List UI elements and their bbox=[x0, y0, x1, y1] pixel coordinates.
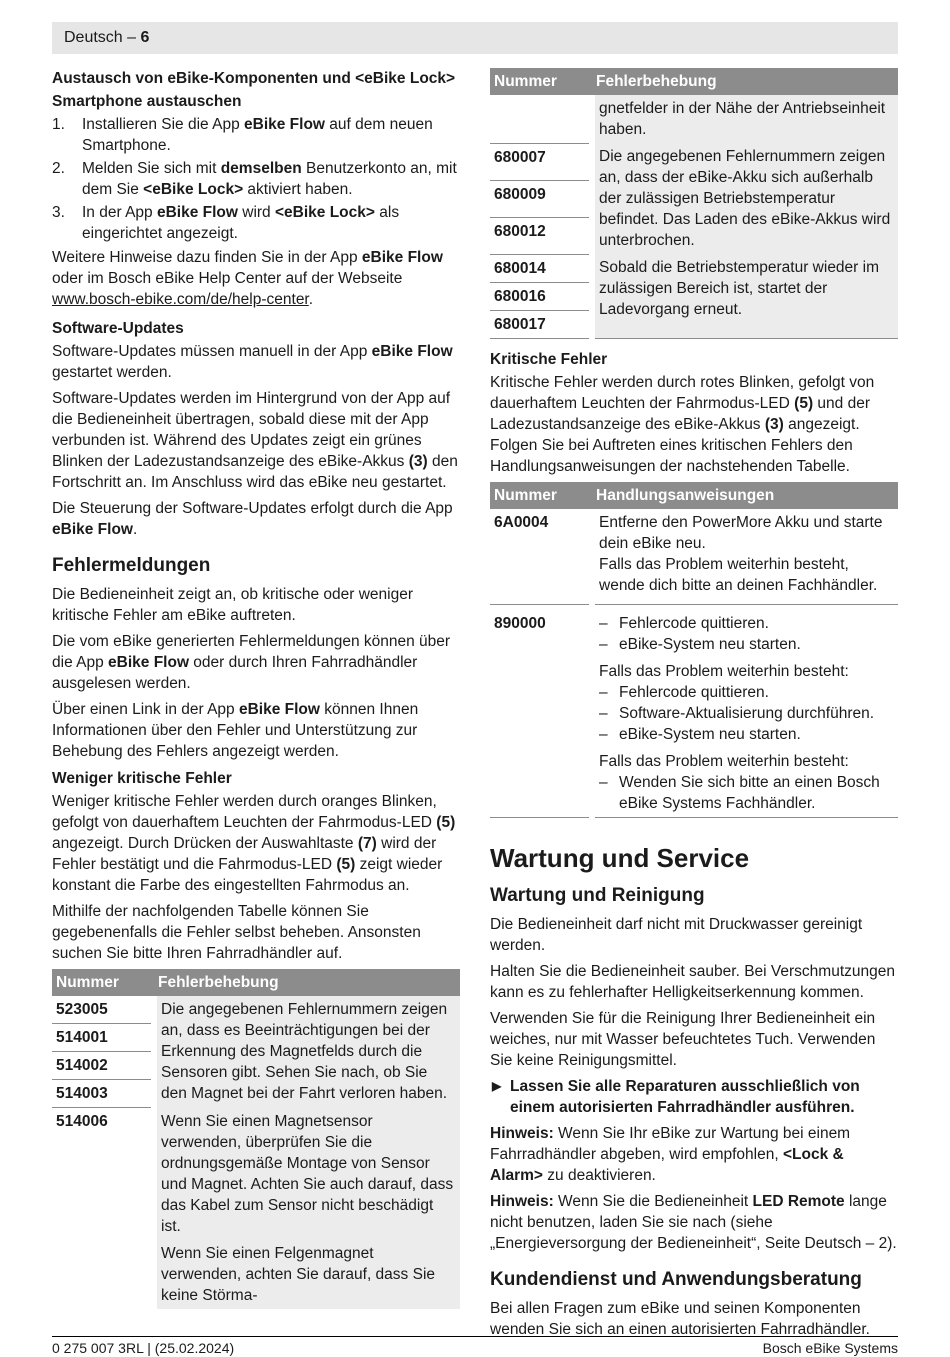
instruction-text: Falls das Problem weiterhin besteht, wende dich bitte an deinen Fachhändler. bbox=[599, 555, 878, 594]
instruction-item: – Software-Aktualisierung durchführen. bbox=[599, 703, 894, 724]
service-paragraph: Bei allen Fragen zum eBike und seinen Komponenten wenden Sie sich an einen autorisierten Fahrradhändler. bbox=[490, 1299, 870, 1338]
repair-warning: ▶ Lassen Sie alle Reparaturen ausschließlich von einem autorisierten Fahrradhändler ausführen. bbox=[490, 1076, 898, 1118]
step-bold: <eBike Lock> bbox=[143, 181, 244, 198]
page-footer bbox=[52, 1336, 898, 1356]
footer-brand: Bosch eBike Systems bbox=[762, 1340, 898, 1356]
maintenance-service-title: Wartung und Service bbox=[490, 842, 750, 873]
text: Die Steuerung der Software-Updates erfolgt durch die App bbox=[52, 500, 453, 517]
step-number: 1. bbox=[52, 116, 65, 133]
table-magnet-errors bbox=[52, 969, 460, 1309]
note-label: Hinweis: bbox=[490, 1192, 554, 1210]
err-paragraph: Die Bedieneinheit zeigt an, ob kritische oder weniger kritische Fehler am eBike auftreten. bbox=[52, 586, 414, 624]
step-text: wird bbox=[237, 204, 275, 221]
section-title-component-exchange: Austausch von eBike-Komponenten und <eBike Lock> bbox=[52, 70, 456, 87]
sw-paragraph bbox=[52, 388, 460, 493]
instruction-text: Entferne den PowerMore Akku und starte dein eBike neu. bbox=[599, 513, 883, 552]
text: Über einen Link in der App bbox=[52, 701, 239, 718]
text: können Ihnen Informationen über den Fehler und Unterstützung zur Behebung des Fehlers angezeigt werden. bbox=[52, 701, 419, 760]
note-paragraph bbox=[490, 1123, 898, 1186]
instruction-item: – Fehlercode quittieren. bbox=[599, 613, 894, 634]
error-description: Die angegebenen Fehlernummern zeigen an, dass es Beeinträchtigungen bei der Erkennung des Magnetfelds durch die Sensoren gibt. Sehen Sie nach, ob Sie den Magnet bei der Fahrt verloren haben. bbox=[154, 996, 460, 1108]
col-header-instructions: Handlungsanweisungen bbox=[592, 482, 898, 509]
table-header-row bbox=[52, 969, 460, 996]
critical-errors-title: Kritische Fehler bbox=[490, 350, 608, 368]
table-header-row bbox=[490, 68, 898, 95]
error-code: 514006 bbox=[56, 1113, 108, 1130]
error-code-empty bbox=[490, 95, 592, 143]
text-bold: (5) bbox=[436, 814, 456, 831]
error-code: 890000 bbox=[490, 604, 592, 817]
text: Die vom eBike generierten Fehlermeldungen können über die App bbox=[52, 633, 451, 671]
error-code: 514001 bbox=[52, 1024, 154, 1052]
clean-paragraph: Halten Sie die Bedieneinheit sauber. Bei Verschmutzungen kann es zu fehlerhafter Helligkeitserkennung kommen. bbox=[490, 962, 895, 1001]
step-text: auf dem neuen Smartphone. bbox=[82, 116, 433, 154]
maintenance-cleaning-title: Wartung und Reinigung bbox=[490, 884, 705, 906]
text: oder im Bosch eBike Help Center auf der Webseite bbox=[52, 270, 403, 287]
text: zu deaktivieren. bbox=[543, 1166, 656, 1184]
step-text: aktiviert haben. bbox=[243, 181, 353, 198]
error-code: 514002 bbox=[52, 1052, 154, 1080]
text-bold: (5) bbox=[794, 394, 814, 412]
text: den Fortschritt an. Im Anschluss wird das eBike neu gestartet. bbox=[52, 453, 458, 491]
instruction-cell bbox=[592, 509, 898, 605]
clean-paragraph: Die Bedieneinheit darf nicht mit Druckwasser gereinigt werden. bbox=[490, 915, 863, 954]
text: Kritische Fehler werden durch rotes Blinken, gefolgt von dauerhaftem Leuchten der Fahrmodus-LED bbox=[490, 373, 875, 412]
step-number: 2. bbox=[52, 160, 65, 177]
left-column bbox=[52, 68, 460, 1315]
text: angezeigt. Folgen Sie bei Auftreten eines kritischen Fehlers den Handlungsanweisungen der nachstehenden Tabelle. bbox=[490, 415, 860, 475]
step-item bbox=[52, 114, 460, 156]
help-hint-paragraph bbox=[52, 247, 460, 310]
minor-paragraph bbox=[52, 791, 460, 896]
error-messages-title: Fehlermeldungen bbox=[52, 555, 211, 576]
instruction-lead: Falls das Problem weiterhin besteht: bbox=[599, 662, 849, 680]
text: Weitere Hinweise dazu finden Sie in der App bbox=[52, 249, 362, 266]
minor-paragraph: Mithilfe der nachfolgenden Tabelle können Sie gegebenenfalls die Fehler selbst beheben. Ansonsten suchen Sie bitte Ihren Fahrradhändler auf. bbox=[52, 903, 421, 962]
error-code: 680007 bbox=[490, 143, 592, 180]
customer-service-title: Kundendienst und Anwendungsberatung bbox=[490, 1268, 862, 1290]
error-code: 523005 bbox=[52, 996, 154, 1024]
error-code: 680009 bbox=[490, 180, 592, 217]
table-critical-errors bbox=[490, 482, 898, 818]
text: Wenn Sie Ihr eBike zur Wartung bei einem Fahrradhändler abgeben, wird empfohlen, bbox=[490, 1124, 851, 1163]
error-description bbox=[154, 1108, 460, 1309]
table-row bbox=[490, 143, 898, 180]
error-description: Sobald die Betriebstemperatur wieder im zulässigen Bereich ist, startet der Ladevorgang erneut. bbox=[592, 254, 898, 338]
text: zeigt wieder konstant die Farbe des eingestellten Fahrmodus an. bbox=[52, 856, 443, 894]
text: wird der Fehler bestätigt und die Fahrmodus-LED bbox=[52, 835, 437, 873]
text-bold: (3) bbox=[408, 453, 428, 470]
table-row bbox=[52, 996, 460, 1024]
text-bold: LED Remote bbox=[752, 1192, 845, 1210]
text-bold: <Lock & Alarm> bbox=[490, 1145, 844, 1184]
help-center-link[interactable]: www.bosch-ebike.com/de/help-center bbox=[52, 291, 309, 308]
col-header-number: Nummer bbox=[490, 482, 592, 509]
text-bold: (3) bbox=[764, 415, 784, 433]
note-paragraph bbox=[490, 1191, 898, 1254]
text-bold: eBike Flow bbox=[361, 249, 443, 266]
table-header-row bbox=[490, 482, 898, 509]
error-code: 680016 bbox=[490, 282, 592, 310]
text: . bbox=[308, 291, 314, 308]
err-paragraph bbox=[52, 631, 460, 694]
step-number: 3. bbox=[52, 204, 65, 221]
text-bold: eBike Flow bbox=[108, 654, 189, 671]
step-text: Melden Sie sich mit bbox=[82, 160, 221, 177]
error-code: 6A0004 bbox=[490, 509, 592, 605]
table-row bbox=[490, 95, 898, 143]
error-code: 680017 bbox=[490, 310, 592, 338]
text: Wenn Sie die Bedieneinheit bbox=[553, 1192, 753, 1210]
text: oder durch Ihren Fahrradhändler ausgelesen werden. bbox=[52, 654, 418, 692]
instruction-item: – eBike-System neu starten. bbox=[599, 634, 894, 655]
desc-paragraph: Wenn Sie einen Magnetsensor verwenden, überprüfen Sie die ordnungsgemäße Montage von Sensor und Magnet. Achten Sie auch darauf, dass das Kabel zum Sensor nicht beschädigt ist. bbox=[161, 1112, 454, 1235]
text-bold: eBike Flow bbox=[371, 343, 453, 360]
table-row bbox=[490, 604, 898, 817]
text: und der Ladezustandsanzeige des eBike-Akkus bbox=[490, 394, 870, 433]
instruction-item: – eBike-System neu starten. bbox=[599, 724, 894, 745]
step-bold: <eBike Lock> bbox=[275, 204, 375, 221]
step-bold: demselben bbox=[220, 160, 302, 177]
step-item bbox=[52, 158, 460, 200]
software-updates-title: Software-Updates bbox=[52, 320, 184, 337]
note-label: Hinweis: bbox=[490, 1124, 554, 1142]
critical-paragraph bbox=[490, 372, 898, 477]
minor-errors-title: Weniger kritische Fehler bbox=[52, 770, 232, 787]
error-description: gnetfelder in der Nähe der Antriebseinheit haben. bbox=[592, 95, 898, 143]
col-header-fix: Fehlerbehebung bbox=[154, 969, 460, 996]
text: Software-Updates werden im Hintergrund von der App auf die Bedieneinheit übertragen, sobald diese mit der App verbunden ist. Während des Updates zeigt ein grünes Blinken der Ladezustandsanzeige des eBike-Akkus bbox=[52, 390, 451, 470]
text-bold: eBike Flow bbox=[52, 521, 133, 538]
text-bold: (5) bbox=[336, 856, 356, 873]
text: Software-Updates müssen manuell in der App bbox=[52, 343, 372, 360]
desc-paragraph: Wenn Sie einen Felgenmagnet verwenden, achten Sie darauf, dass Sie keine Störma- bbox=[161, 1244, 436, 1304]
footer-doc-id: 0 275 007 3RL | (25.02.2024) bbox=[52, 1340, 235, 1356]
step-bold: eBike Flow bbox=[244, 116, 325, 133]
sw-paragraph bbox=[52, 498, 460, 540]
instruction-item: – Wenden Sie sich bitte an einen Bosch eBike Systems Fachhändler. bbox=[599, 772, 894, 814]
subtitle-smartphone-exchange: Smartphone austauschen bbox=[52, 93, 242, 110]
step-bold: eBike Flow bbox=[156, 204, 238, 221]
step-item bbox=[52, 202, 460, 244]
text: Weniger kritische Fehler werden durch oranges Blinken, gefolgt von dauerhaftem Leuchten der Fahrmodus-LED bbox=[52, 793, 437, 831]
page-number: 6 bbox=[140, 29, 150, 46]
table-row bbox=[490, 254, 898, 282]
step-text: Installieren Sie die App bbox=[82, 116, 244, 133]
step-text: Benutzerkonto an, mit dem Sie bbox=[82, 160, 457, 198]
col-header-number: Nummer bbox=[490, 68, 592, 95]
sw-paragraph bbox=[52, 341, 460, 383]
error-code: 680014 bbox=[490, 254, 592, 282]
clean-paragraph: Verwenden Sie für die Reinigung Ihrer Bedieneinheit ein weiches, nur mit Wasser befeuchtetes Tuch. Verwenden Sie keine Reinigungsmittel. bbox=[490, 1009, 876, 1069]
col-header-fix: Fehlerbehebung bbox=[592, 68, 898, 95]
instruction-item: – Fehlercode quittieren. bbox=[599, 682, 894, 703]
error-description: Die angegebenen Fehlernummern zeigen an, dass der eBike-Akku sich außerhalb der zulässigen Betriebstemperatur befindet. Das Laden des eBike-Akkus wird unterbrochen. bbox=[592, 143, 898, 254]
err-paragraph bbox=[52, 699, 460, 762]
text: gestartet werden. bbox=[52, 364, 172, 381]
table-temperature-errors bbox=[490, 68, 898, 339]
step-text: als eingerichtet angezeigt. bbox=[82, 204, 400, 242]
text-bold: (7) bbox=[357, 835, 377, 852]
text: . bbox=[132, 521, 138, 538]
instruction-cell bbox=[592, 604, 898, 817]
error-code: 514003 bbox=[52, 1080, 154, 1108]
instruction-lead: Falls das Problem weiterhin besteht: bbox=[599, 752, 849, 770]
language-label: Deutsch – bbox=[64, 29, 141, 46]
page-header-text bbox=[64, 29, 149, 47]
text: lange nicht benutzen, laden Sie sie nach (siehe „Energieversorgung der Bedieneinheit“, Seite Deutsch – 2). bbox=[490, 1192, 897, 1252]
error-code: 680012 bbox=[490, 217, 592, 254]
table-row bbox=[52, 1108, 460, 1309]
text: angezeigt. Durch Drücken der Auswahltaste bbox=[52, 835, 358, 852]
table-row bbox=[490, 509, 898, 605]
right-column bbox=[490, 68, 898, 1345]
page-header bbox=[52, 22, 898, 54]
text-bold: eBike Flow bbox=[238, 701, 320, 718]
step-text: In der App bbox=[82, 204, 157, 221]
col-header-number: Nummer bbox=[52, 969, 154, 996]
steps-list bbox=[52, 114, 460, 244]
